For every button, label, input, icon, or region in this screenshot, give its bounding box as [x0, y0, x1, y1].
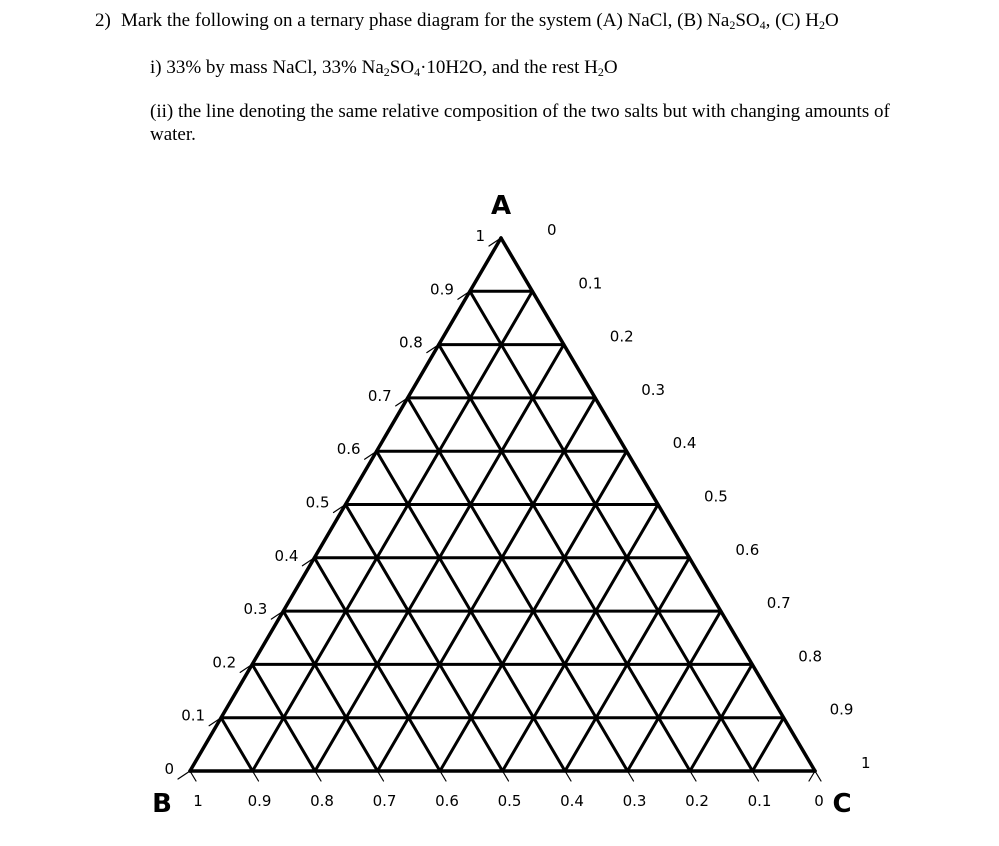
left-tick-label-6: 0.6 [336, 440, 361, 459]
right-tick-label-7: 0.7 [766, 594, 791, 613]
corner-label-b: B [152, 789, 172, 819]
corner-label-c: C [832, 789, 852, 819]
right-tick-label-5: 0.5 [704, 487, 728, 506]
bottom-tick-label-8: 0.2 [685, 792, 709, 810]
bottom-tick-label-10: 0 [814, 792, 824, 810]
right-tick-label-1: 0.1 [578, 274, 603, 293]
corner-label-a: A [490, 191, 512, 221]
bottom-tick-label-7: 0.3 [622, 792, 647, 810]
right-tick-label-0: 0 [547, 221, 557, 239]
part-ii-text: (ii) the line denoting the same relative composition of the two salts but with changing amounts of water. [150, 101, 890, 145]
right-tick-label-10: 1 [861, 754, 871, 772]
part-i-text: i) 33% by mass NaCl, 33% $Na_2SO_4\cdot 10H2O$, and the rest $H_2O$ [150, 57, 618, 79]
bottom-tick-label-2: 0.8 [310, 792, 334, 810]
left-tick-label-0: 0 [164, 760, 174, 778]
bottom-tick-label-6: 0.4 [560, 792, 584, 810]
grid-line-c-7 [408, 398, 628, 771]
bottom-tick-mark-10 [815, 771, 821, 781]
question-number: 2) [95, 10, 111, 31]
grid-line-b-5 [503, 505, 659, 772]
right-tick-label-4: 0.4 [672, 434, 697, 453]
bottom-tick-label-3: 0.7 [372, 792, 397, 810]
left-tick-label-8: 0.8 [398, 333, 423, 352]
right-tick-label-9: 0.9 [829, 700, 854, 719]
grid-line-b-9 [253, 291, 533, 771]
left-tick-label-4: 0.4 [274, 546, 299, 565]
question-intro: Mark the following on a ternary phase diagram for the system (A) NaCl, (B) $Na_2SO_4$, (C) $H_2O$ [121, 10, 839, 32]
grid-line-b-7 [378, 398, 596, 771]
grid-line-c-1 [221, 718, 252, 771]
bottom-tick-label-4: 0.6 [435, 792, 459, 810]
left-tick-label-5: 0.5 [305, 493, 330, 512]
left-tick-label-1: 0.1 [181, 706, 206, 725]
bottom-tick-label-0: 1 [193, 792, 203, 810]
left-tick-label-10: 1 [475, 227, 485, 245]
left-tick-mark-10 [178, 771, 190, 779]
right-tick-label-6: 0.6 [735, 540, 760, 559]
left-tick-label-3: 0.3 [243, 600, 268, 619]
grid-line-c-5 [346, 505, 503, 772]
right-tick-label-2: 0.2 [609, 327, 634, 346]
left-tick-label-7: 0.7 [367, 386, 392, 405]
right-tick-label-3: 0.3 [641, 380, 666, 399]
bottom-tick-label-9: 0.1 [747, 792, 772, 810]
bottom-tick-label-1: 0.9 [247, 792, 272, 810]
left-tick-label-2: 0.2 [212, 653, 237, 672]
bottom-tick-label-5: 0.5 [497, 792, 522, 810]
left-tick-label-9: 0.9 [430, 280, 454, 299]
right-tick-label-8: 0.8 [798, 647, 823, 666]
grid-line-c-9 [470, 291, 753, 771]
